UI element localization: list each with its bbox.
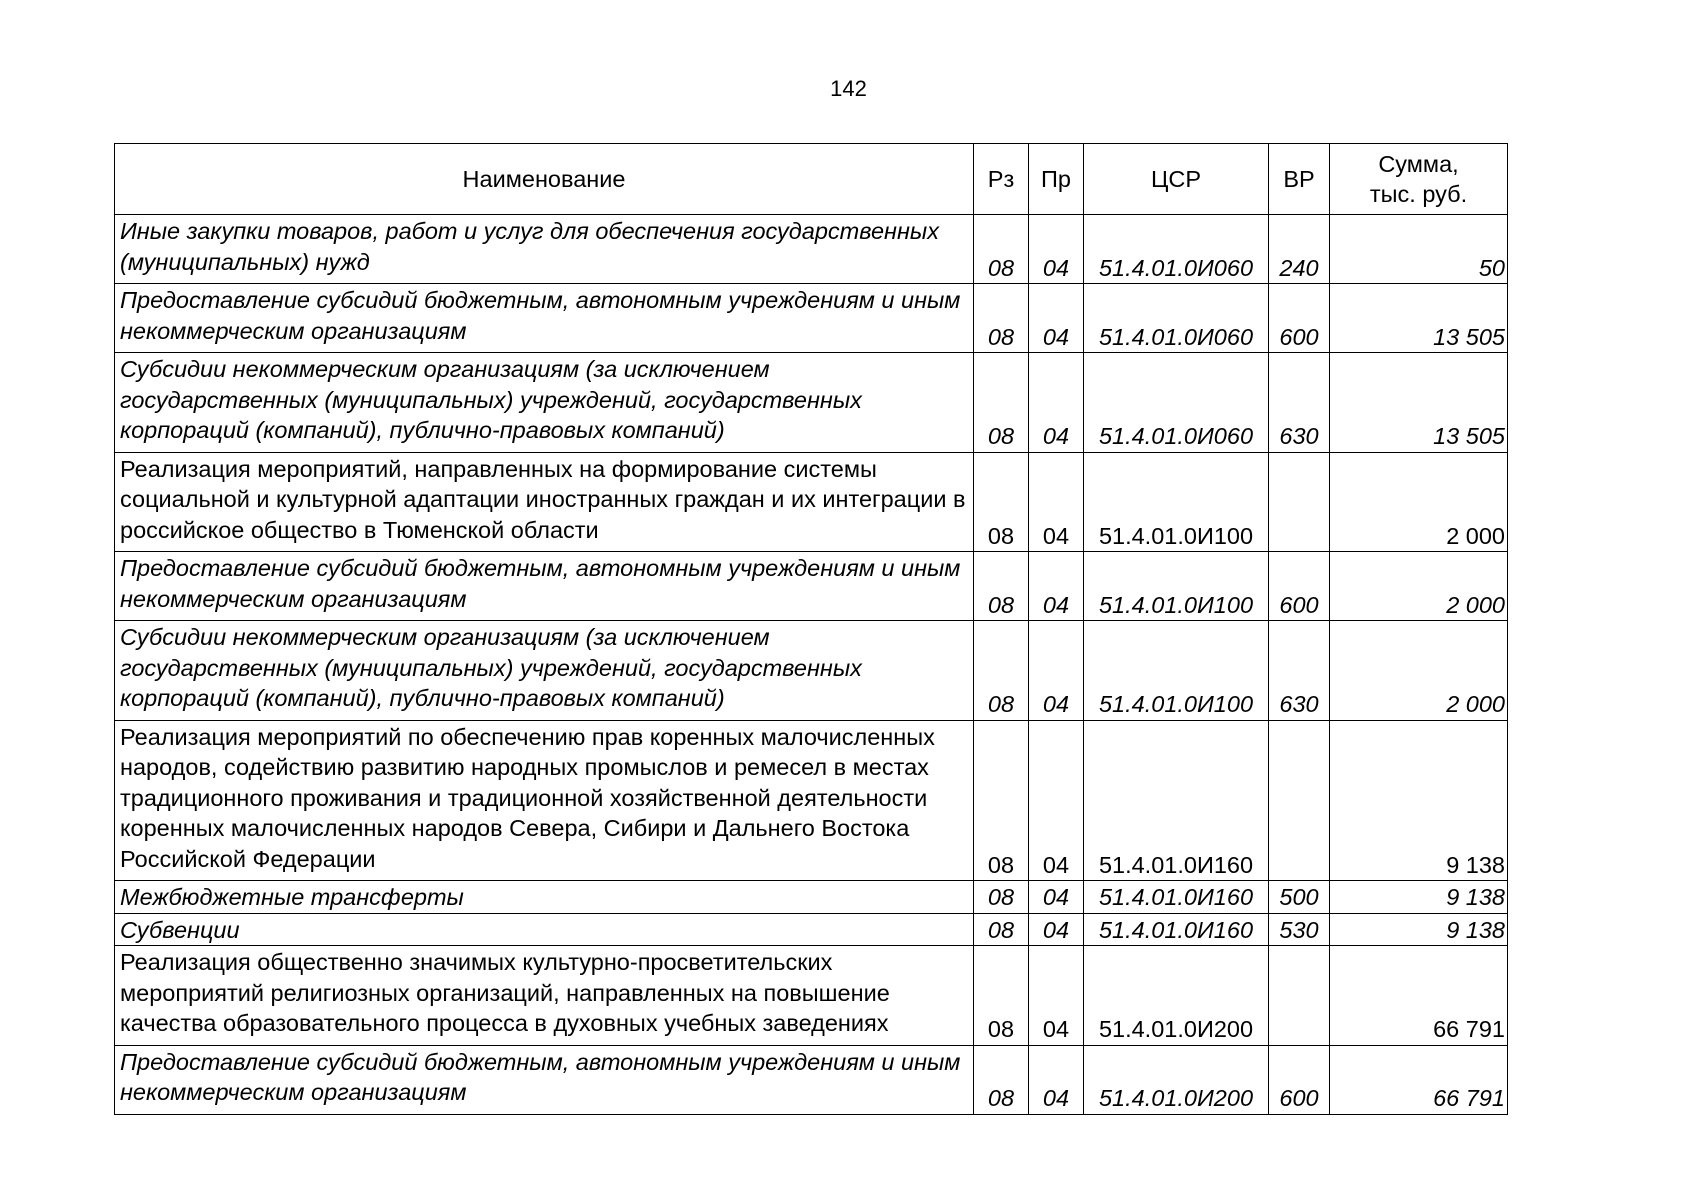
cell-vr: 530 [1269,913,1330,946]
header-row [115,144,1508,215]
cell-pr: 04 [1029,913,1084,946]
budget-table [114,143,1508,1115]
cell-pr: 04 [1029,621,1084,721]
cell-vr [1269,720,1330,881]
cell-sum: 2 000 [1330,552,1508,621]
cell-name: Предоставление субсидий бюджетным, автономным учреждениям и иным некоммерческим организациям [115,284,974,353]
cell-vr: 630 [1269,353,1330,453]
table-row [115,284,1508,353]
cell-sum: 9 138 [1330,913,1508,946]
table-body [115,215,1508,1115]
cell-csr: 51.4.01.0И100 [1084,621,1269,721]
cell-pr: 04 [1029,881,1084,914]
cell-vr [1269,452,1330,552]
cell-csr: 51.4.01.0И160 [1084,720,1269,881]
table-row [115,621,1508,721]
cell-sum: 66 791 [1330,946,1508,1046]
cell-vr: 600 [1269,284,1330,353]
cell-pr: 04 [1029,215,1084,284]
cell-sum: 13 505 [1330,353,1508,453]
cell-sum: 2 000 [1330,452,1508,552]
cell-rz: 08 [974,215,1029,284]
cell-name: Реализация общественно значимых культурно-просветительских мероприятий религиозных организаций, направленных на повышение качества образовательного процесса в духовных учебных заведениях [115,946,974,1046]
cell-name: Иные закупки товаров, работ и услуг для обеспечения государственных (муниципальных) нужд [115,215,974,284]
cell-name: Предоставление субсидий бюджетным, автономным учреждениям и иным некоммерческим организациям [115,1045,974,1114]
table-row [115,881,1508,914]
cell-csr: 51.4.01.0И200 [1084,946,1269,1046]
table-row [115,353,1508,453]
cell-vr: 500 [1269,881,1330,914]
cell-rz: 08 [974,353,1029,453]
cell-pr: 04 [1029,1045,1084,1114]
cell-rz: 08 [974,284,1029,353]
cell-pr: 04 [1029,552,1084,621]
header-sum-line2: тыс. руб. [1369,181,1468,207]
cell-pr: 04 [1029,284,1084,353]
cell-csr: 51.4.01.0И060 [1084,215,1269,284]
cell-pr: 04 [1029,720,1084,881]
cell-rz: 08 [974,913,1029,946]
cell-sum: 66 791 [1330,1045,1508,1114]
table-row [115,913,1508,946]
cell-csr: 51.4.01.0И100 [1084,452,1269,552]
header-rz: Рз [974,144,1029,215]
cell-rz: 08 [974,621,1029,721]
table-row [115,720,1508,881]
cell-rz: 08 [974,552,1029,621]
table-row [115,552,1508,621]
table-row [115,215,1508,284]
table-row [115,946,1508,1046]
cell-vr: 630 [1269,621,1330,721]
header-csr: ЦСР [1084,144,1269,215]
header-sum-line1: Сумма, [1378,151,1459,177]
cell-rz: 08 [974,720,1029,881]
cell-name: Реализация мероприятий, направленных на формирование системы социальной и культурной адаптации иностранных граждан и их интеграции в российское общество в Тюменской области [115,452,974,552]
cell-vr [1269,946,1330,1046]
cell-vr: 600 [1269,1045,1330,1114]
cell-sum: 50 [1330,215,1508,284]
cell-sum: 9 138 [1330,881,1508,914]
header-sum [1330,144,1508,215]
cell-vr: 600 [1269,552,1330,621]
table-row [115,452,1508,552]
cell-csr: 51.4.01.0И100 [1084,552,1269,621]
cell-rz: 08 [974,881,1029,914]
cell-name: Предоставление субсидий бюджетным, автономным учреждениям и иным некоммерческим организациям [115,552,974,621]
cell-name: Субвенции [115,913,974,946]
cell-rz: 08 [974,946,1029,1046]
table-header [115,144,1508,215]
header-vr: ВР [1269,144,1330,215]
cell-csr: 51.4.01.0И160 [1084,881,1269,914]
cell-csr: 51.4.01.0И060 [1084,284,1269,353]
cell-sum: 2 000 [1330,621,1508,721]
cell-name: Субсидии некоммерческим организациям (за исключением государственных (муниципальных) учреждений, государственных корпораций (компаний), публично-правовых компаний) [115,353,974,453]
header-name: Наименование [115,144,974,215]
cell-sum: 9 138 [1330,720,1508,881]
page-number: 142 [830,76,867,101]
cell-csr: 51.4.01.0И060 [1084,353,1269,453]
cell-name: Реализация мероприятий по обеспечению прав коренных малочисленных народов, содействию развитию народных промыслов и ремесел в местах традиционного проживания и традиционной хозяйственной деятельности коренных малочисленных народов Севера, Сибири и Дальнего Востока Российской Федерации [115,720,974,881]
cell-pr: 04 [1029,353,1084,453]
cell-rz: 08 [974,452,1029,552]
cell-name: Межбюджетные трансферты [115,881,974,914]
cell-name: Субсидии некоммерческим организациям (за исключением государственных (муниципальных) учреждений, государственных корпораций (компаний), публично-правовых компаний) [115,621,974,721]
cell-csr: 51.4.01.0И200 [1084,1045,1269,1114]
cell-rz: 08 [974,1045,1029,1114]
table-row [115,1045,1508,1114]
cell-sum: 13 505 [1330,284,1508,353]
header-pr: Пр [1029,144,1084,215]
cell-vr: 240 [1269,215,1330,284]
cell-pr: 04 [1029,452,1084,552]
cell-pr: 04 [1029,946,1084,1046]
cell-csr: 51.4.01.0И160 [1084,913,1269,946]
